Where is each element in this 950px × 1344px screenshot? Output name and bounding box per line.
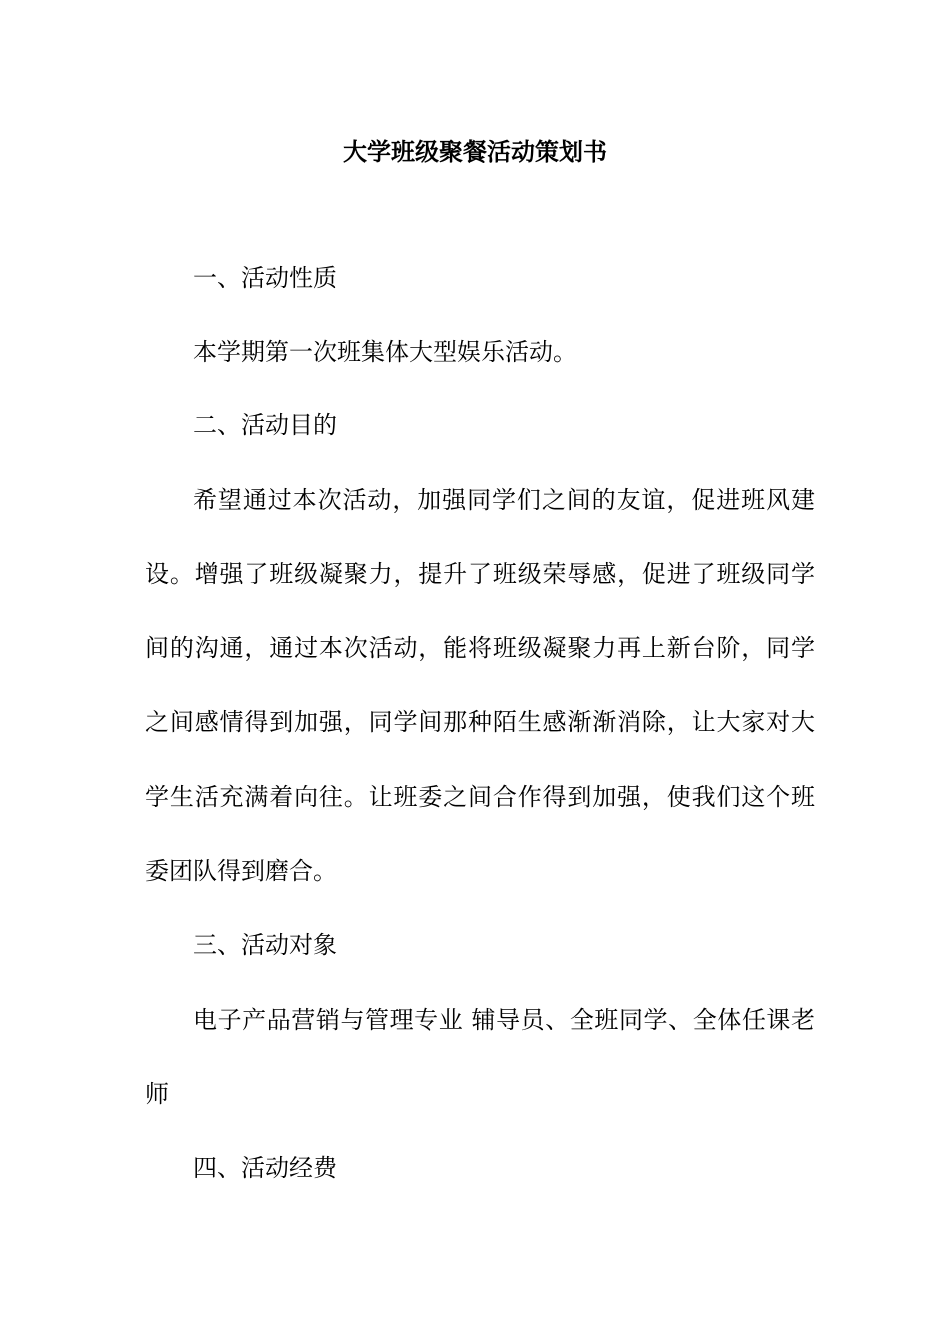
document-title: 大学班级聚餐活动策划书 [343, 137, 607, 166]
paragraph-purpose-line-5: 学生活充满着向往。让班委之间合作得到加强，使我们这个班 [145, 783, 815, 811]
section-heading-budget: 四、活动经费 [193, 1154, 337, 1182]
paragraph-audience-line-2: 师 [145, 1080, 169, 1108]
paragraph-purpose-line-6: 委团队得到磨合。 [145, 857, 337, 885]
paragraph-purpose-line-1: 希望通过本次活动，加强同学们之间的友谊，促进班风建 [193, 486, 815, 514]
paragraph-nature-line-1: 本学期第一次班集体大型娱乐活动。 [193, 338, 577, 366]
paragraph-audience-line-1: 电子产品营销与管理专业 辅导员、全班同学、全体任课老 [193, 1006, 815, 1034]
section-heading-nature: 一、活动性质 [193, 264, 337, 292]
paragraph-purpose-line-4: 之间感情得到加强，同学间那种陌生感渐渐消除，让大家对大 [145, 708, 815, 736]
paragraph-purpose-line-3: 间的沟通，通过本次活动，能将班级凝聚力再上新台阶，同学 [145, 634, 815, 662]
section-heading-purpose: 二、活动目的 [193, 411, 337, 439]
paragraph-purpose-line-2: 设。增强了班级凝聚力，提升了班级荣辱感，促进了班级同学 [145, 560, 815, 588]
section-heading-audience: 三、活动对象 [193, 931, 337, 959]
